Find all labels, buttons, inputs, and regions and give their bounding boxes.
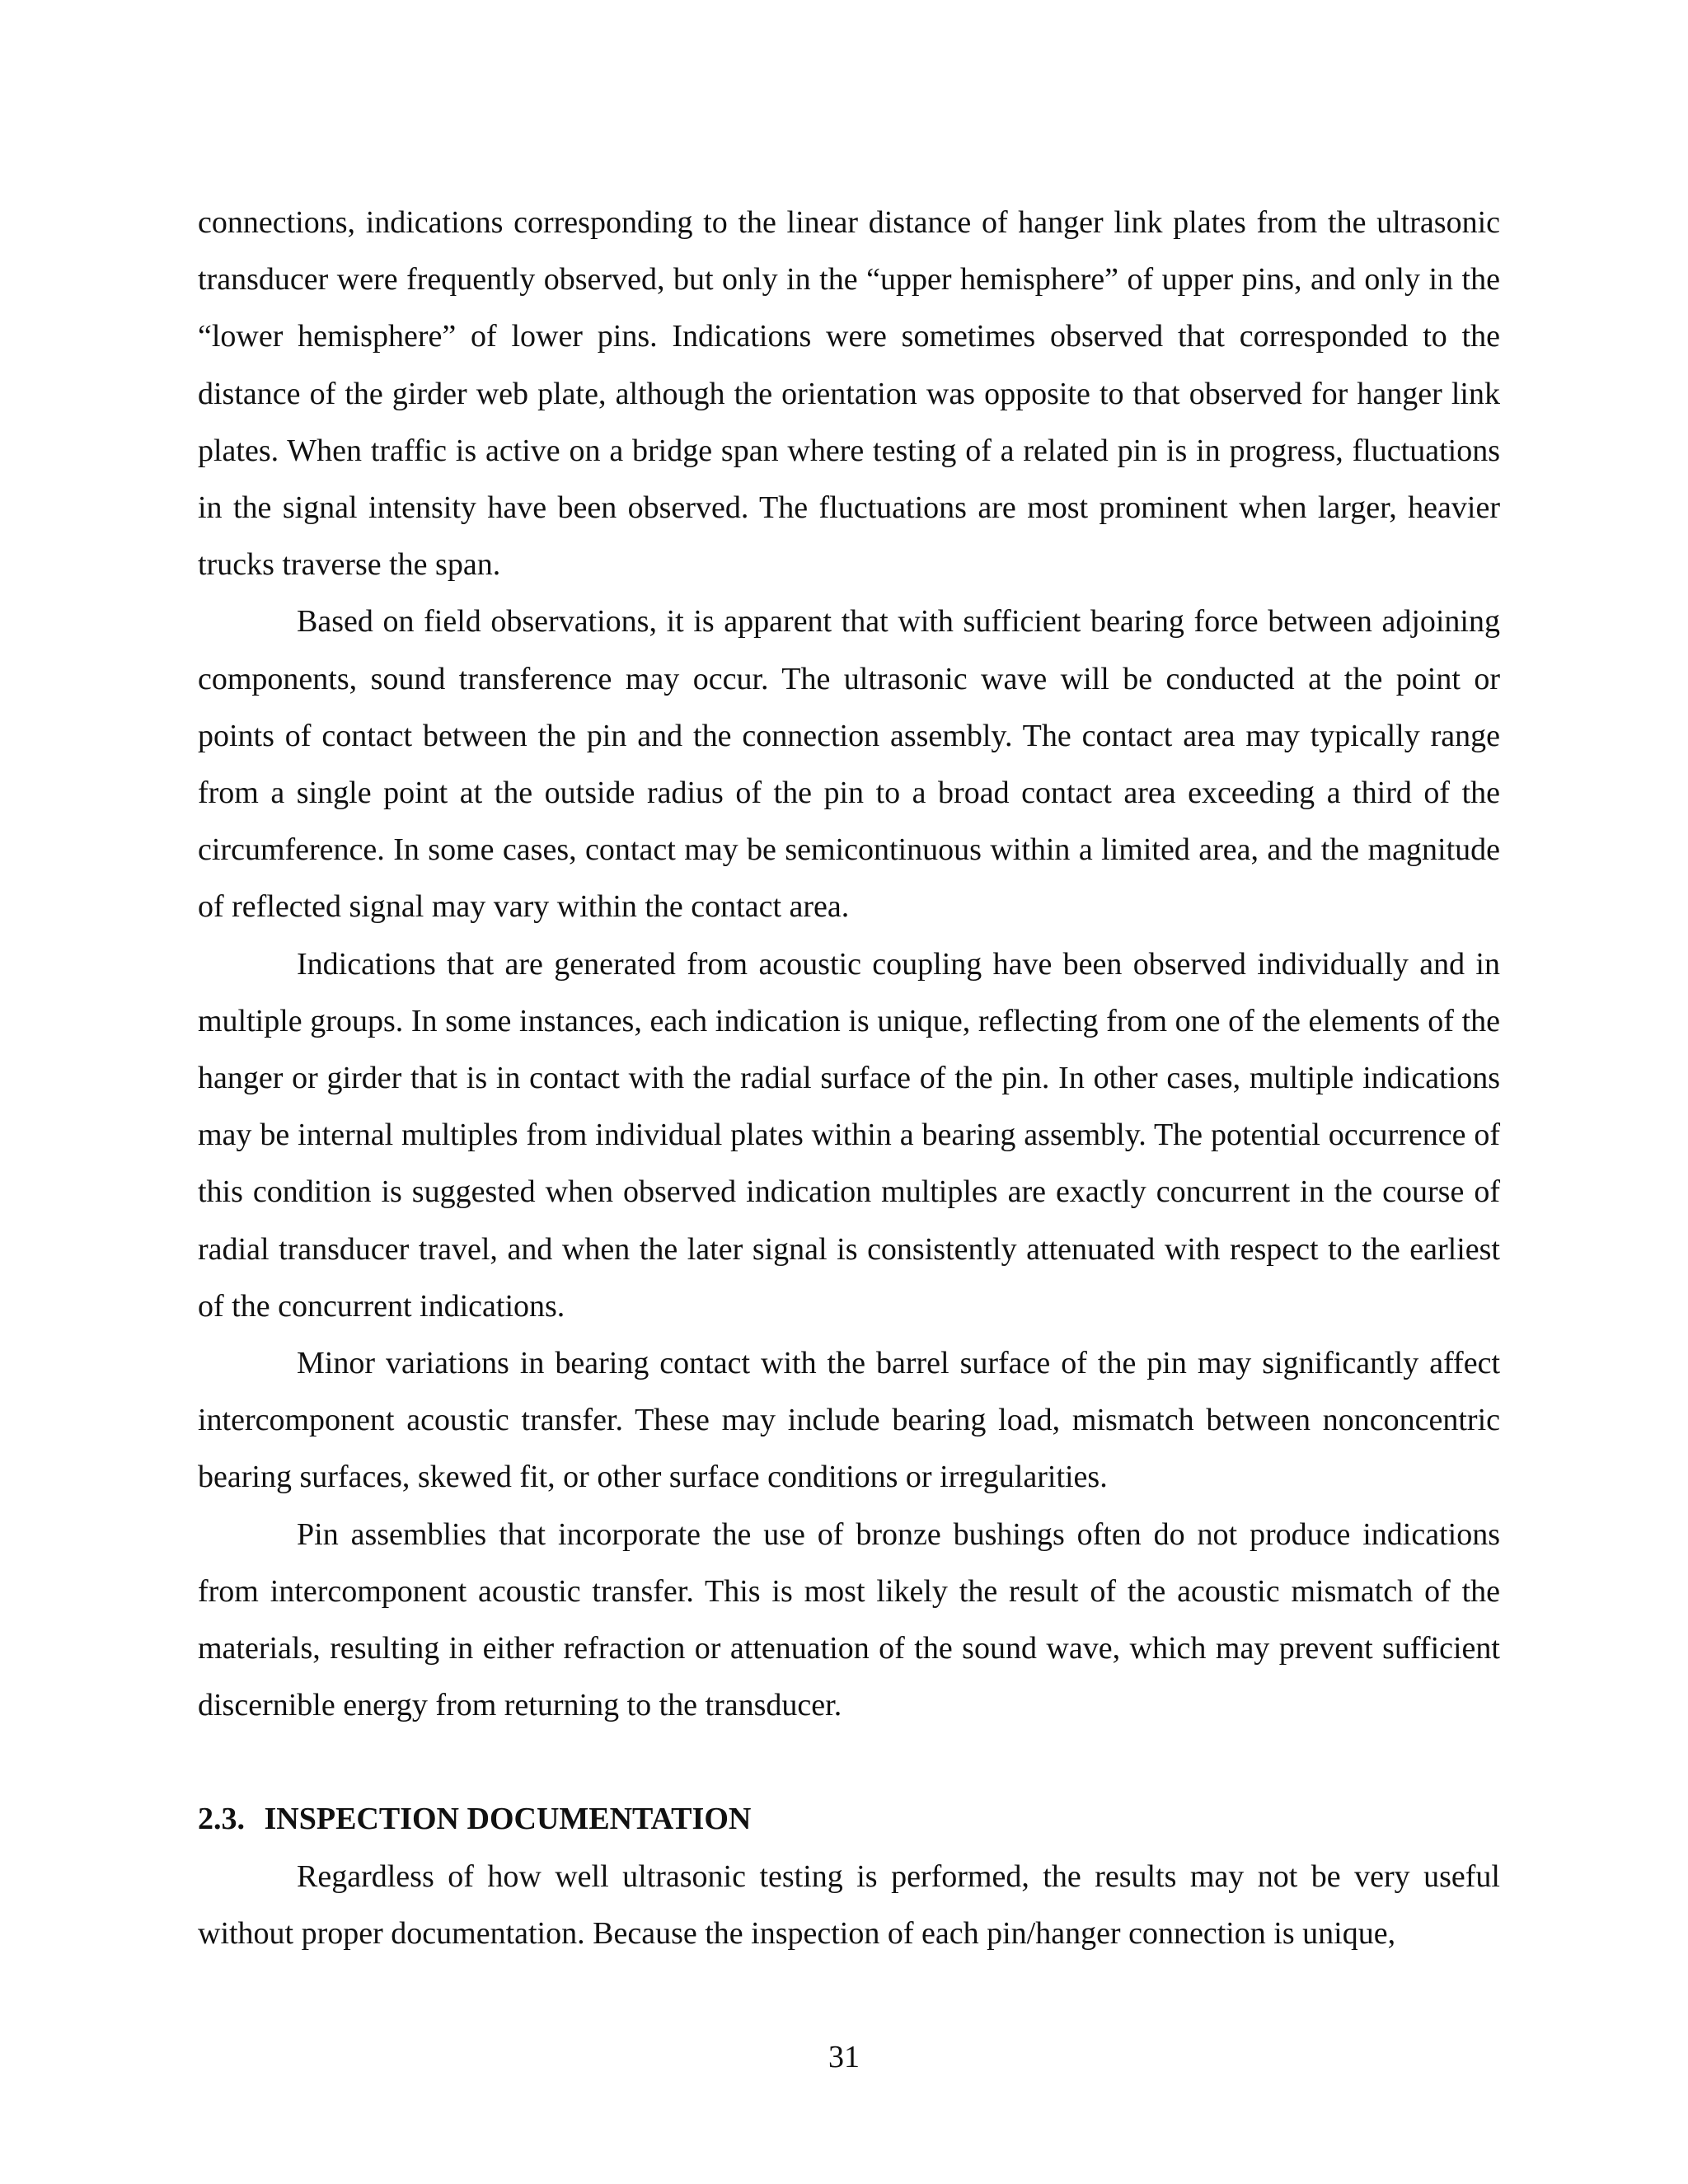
paragraph-inspection-documentation: Regardless of how well ultrasonic testing is performed, the results may not be very useful without proper documentation. Because the inspection of each pin/hanger connection is unique, (198, 1858, 1500, 1951)
paragraph-continued: connections, indications corresponding to the linear distance of hanger link plates from the ultrasonic transducer were frequently observed, but only in the “upper hemisphere” of upper pins, and only in the “lower hemisphere” of lower pins. Indications were sometimes observed that corresponded to the distance of the girder web plate, although the orientation was opposite to that observed for hanger link plates. When traffic is active on a bridge span where testing of a related pin is in progress, fluctuations in the signal intensity have been observed. The fluctuations are most prominent when larger, heavier trucks traverse the span. (198, 205, 1500, 583)
paragraph-bearing-contact: Minor variations in bearing contact with the barrel surface of the pin may significantly affect intercomponent acoustic transfer. These may include bearing load, mismatch between nonconcentric bearing surfaces, skewed fit, or other surface conditions or irregularities. (198, 1346, 1500, 1495)
section-heading (198, 1791, 1500, 1848)
section-title: INSPECTION DOCUMENTATION (264, 1802, 752, 1837)
paragraph-sound-transference: Based on field observations, it is apparent that with sufficient bearing force between adjoining components, sound transference may occur. The ultrasonic wave will be conducted at the point or points of contact between the pin and the connection assembly. The contact area may typically range from a single point at the outside radius of the pin to a broad contact area exceeding a third of the circumference. In some cases, contact may be semicontinuous within a limited area, and the magnitude of reflected signal may vary within the contact area. (198, 604, 1500, 925)
body-text (198, 194, 1500, 1962)
paragraph-bronze-bushings: Pin assemblies that incorporate the use of bronze bushings often do not produce indications from intercomponent acoustic transfer. This is most likely the result of the acoustic mismatch of the materials, resulting in either refraction or attenuation of the sound wave, which may prevent sufficient discernible energy from returning to the transducer. (198, 1516, 1500, 1723)
section-number: 2.3. (198, 1802, 245, 1837)
paragraph-acoustic-coupling: Indications that are generated from acoustic coupling have been observed individually and in multiple groups. In some instances, each indication is unique, reflecting from one of the elements of the hanger or girder that is in contact with the radial surface of the pin. In other cases, multiple indications may be internal multiples from individual plates within a bearing assembly. The potential occurrence of this condition is suggested when observed indication multiples are exactly concurrent in the course of radial transducer travel, and when the later signal is consistently attenuated with respect to the earliest of the concurrent indications. (198, 946, 1500, 1324)
page-number: 31 (828, 2040, 860, 2074)
